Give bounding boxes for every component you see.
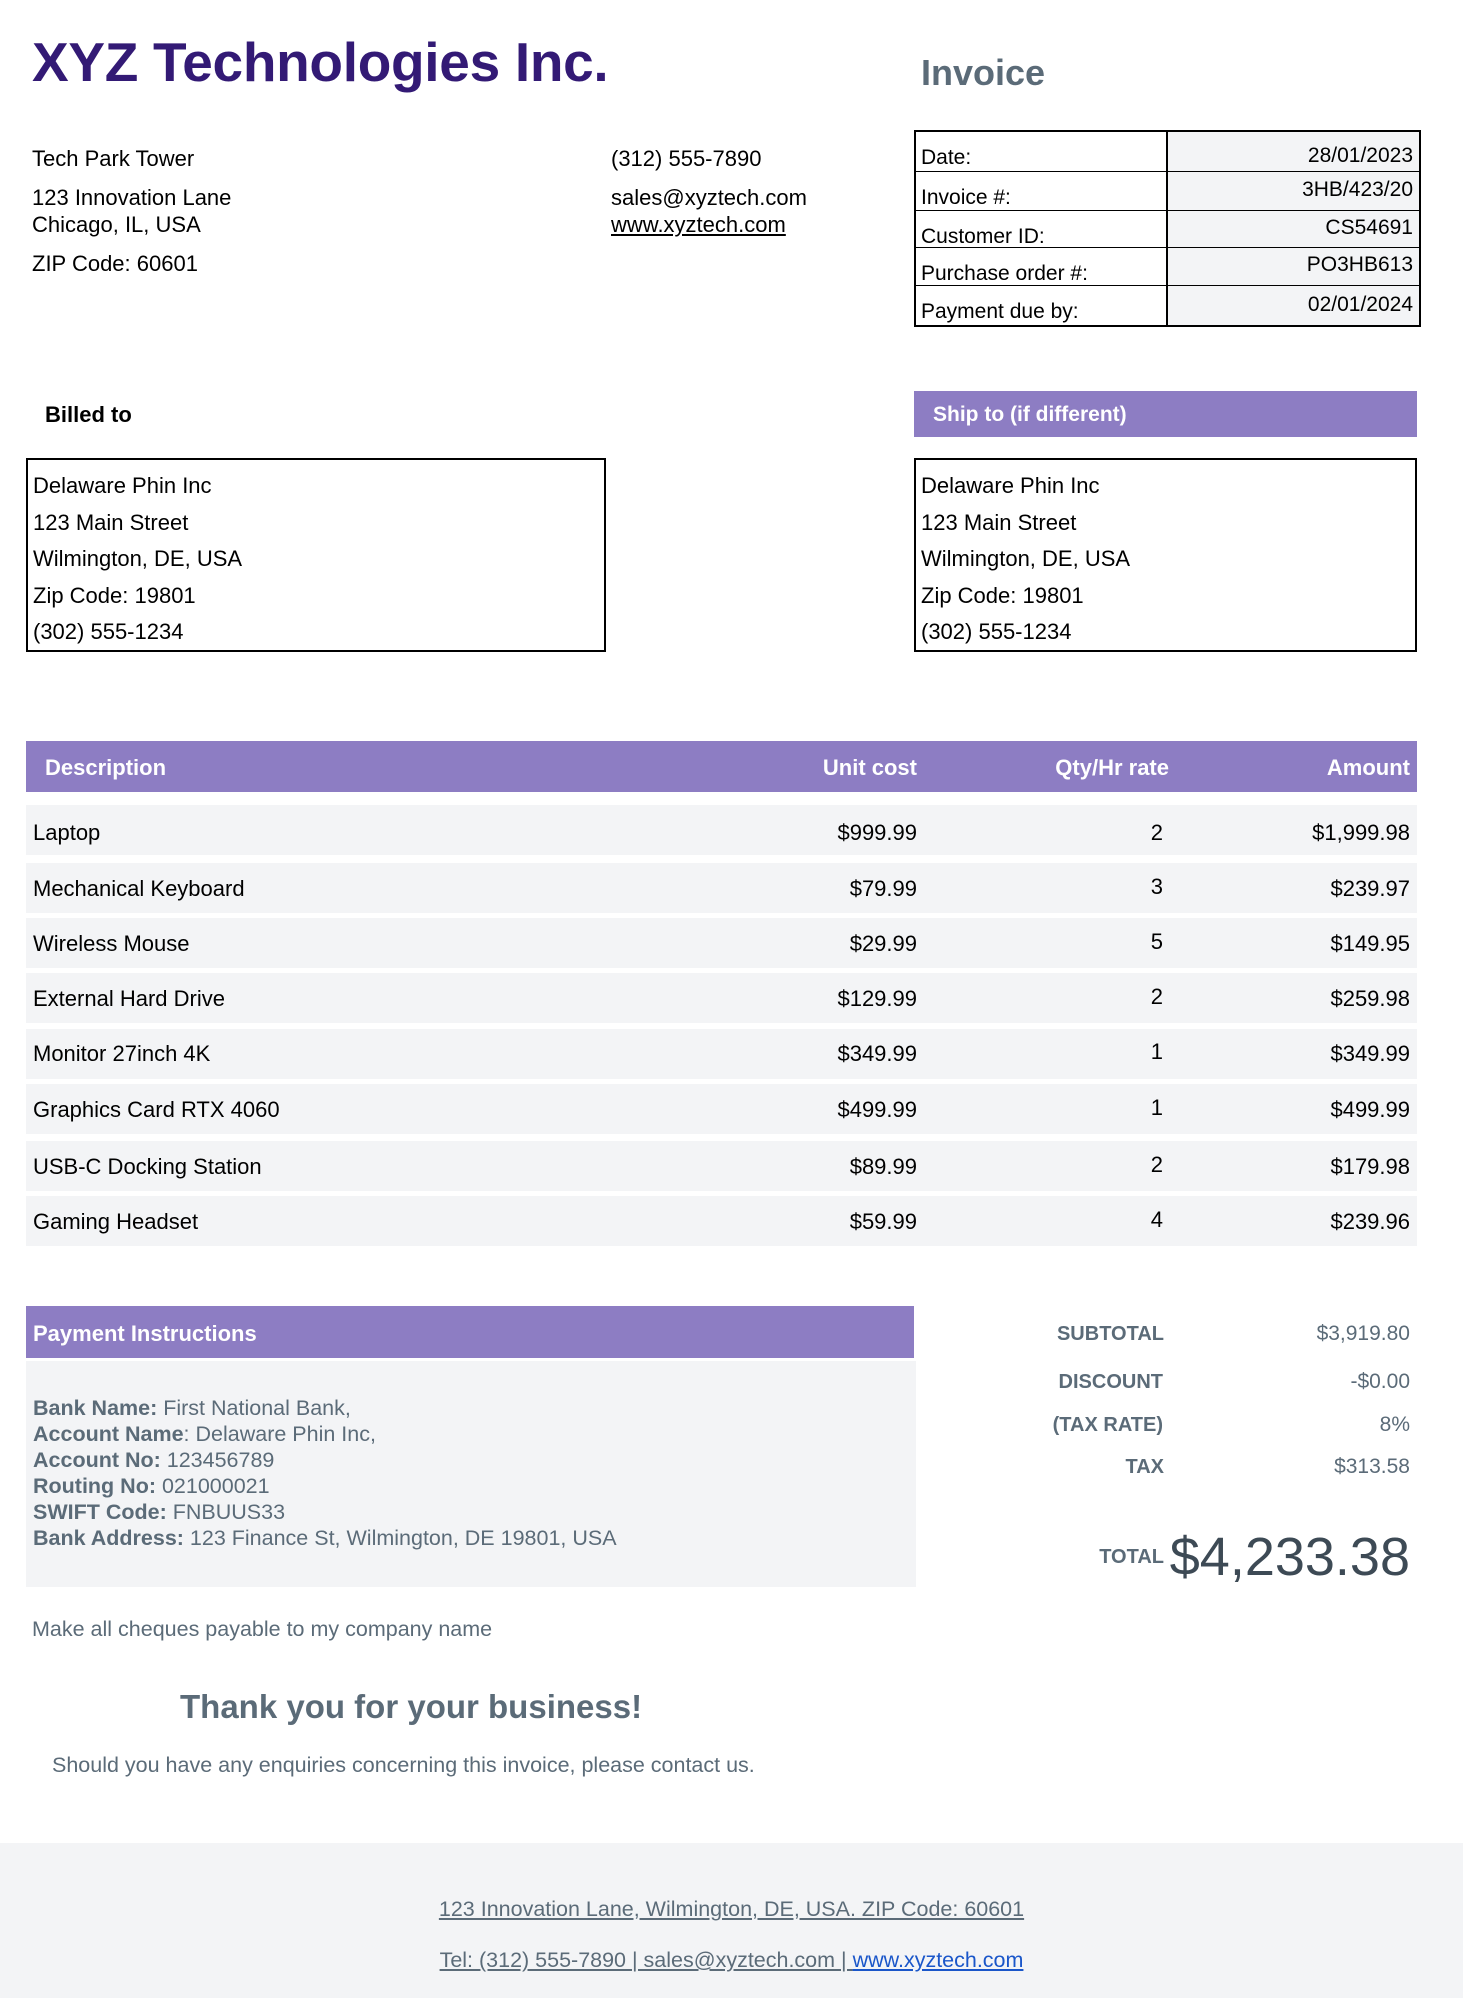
- company-address-line: 123 Innovation Lane: [32, 185, 232, 210]
- item-unit-cost: $79.99: [849, 876, 917, 901]
- billed-to-line: 123 Main Street: [33, 509, 189, 535]
- item-unit-cost: $59.99: [849, 1209, 917, 1234]
- table-row: [26, 973, 1417, 1023]
- billed-to-label: Billed to: [45, 402, 132, 427]
- billed-to-line: Zip Code: 19801: [33, 582, 196, 608]
- payment-line: [33, 1395, 916, 1421]
- tax-label: TAX: [1125, 1456, 1164, 1478]
- item-qty: 3: [1150, 874, 1163, 899]
- item-description: Laptop: [33, 820, 101, 845]
- items-table-header: [26, 741, 1417, 792]
- enquiries-message: Should you have any enquiries concerning this invoice, please contact us.: [52, 1753, 755, 1777]
- item-qty: 4: [1150, 1207, 1163, 1232]
- item-amount: $149.95: [1330, 931, 1410, 956]
- item-description: Gaming Headset: [33, 1209, 199, 1234]
- invoice-meta-table: [914, 130, 1421, 327]
- payment-line-label: Bank Name:: [33, 1396, 158, 1420]
- meta-label: Date:: [916, 132, 1168, 171]
- total-value: $4,233.38: [1169, 1527, 1410, 1587]
- meta-row-purchase-order: [916, 247, 1419, 285]
- footer-contact-text[interactable]: Tel: (312) 555-7890 | sales@xyztech.com |: [439, 1948, 853, 1972]
- payment-line: [33, 1499, 916, 1525]
- item-description: Graphics Card RTX 4060: [33, 1097, 280, 1122]
- meta-value: CS54691: [1168, 211, 1419, 247]
- tax-rate-value: 8%: [1379, 1413, 1410, 1436]
- meta-label: Payment due by:: [916, 286, 1168, 325]
- meta-row-invoice-number: [916, 171, 1419, 210]
- company-website-link[interactable]: www.xyztech.com: [611, 212, 786, 237]
- item-qty: 1: [1150, 1095, 1163, 1120]
- meta-row-payment-due: [916, 285, 1419, 325]
- item-amount: $349.99: [1330, 1041, 1410, 1066]
- meta-label: Customer ID:: [916, 211, 1168, 247]
- discount-label: DISCOUNT: [1058, 1371, 1163, 1393]
- table-row: [26, 1029, 1417, 1079]
- subtotal-label: SUBTOTAL: [1056, 1323, 1164, 1345]
- payment-line-label: Account No:: [33, 1448, 161, 1472]
- footer-address-link[interactable]: 123 Innovation Lane, Wilmington, DE, USA. ZIP Code: 60601: [438, 1897, 1025, 1921]
- tax-rate-label: (TAX RATE): [1052, 1414, 1163, 1436]
- footer: [0, 1843, 1463, 1998]
- ship-to-line: (302) 555-1234: [921, 619, 1072, 644]
- item-amount: $179.98: [1330, 1154, 1410, 1179]
- company-address-line: Chicago, IL, USA: [32, 212, 201, 237]
- item-amount: $259.98: [1330, 986, 1410, 1011]
- meta-value: 28/01/2023: [1168, 132, 1419, 171]
- ship-to-line: Wilmington, DE, USA: [921, 546, 1131, 571]
- item-amount: $1,999.98: [1312, 820, 1410, 845]
- table-row: [26, 1196, 1417, 1246]
- item-description: Wireless Mouse: [33, 931, 190, 956]
- header-qty: Qty/Hr rate: [1055, 755, 1169, 780]
- item-unit-cost: $499.99: [837, 1097, 917, 1122]
- company-email[interactable]: sales@xyztech.com: [611, 185, 807, 210]
- discount-value: -$0.00: [1350, 1370, 1410, 1393]
- payment-line-value: FNBUUS33: [166, 1500, 286, 1524]
- header-amount: Amount: [1326, 755, 1410, 780]
- billed-to-box: [26, 458, 606, 652]
- payment-instructions-body: [26, 1361, 916, 1587]
- payment-line-value: 123 Finance St, Wilmington, DE 19801, USA: [183, 1526, 617, 1550]
- item-qty: 2: [1150, 984, 1163, 1009]
- company-phone: (312) 555-7890: [611, 146, 762, 171]
- payment-instructions-header: Payment Instructions: [26, 1306, 914, 1358]
- tax-value: $313.58: [1334, 1455, 1410, 1478]
- payment-line-label: SWIFT Code:: [33, 1500, 167, 1524]
- meta-value: 3HB/423/20: [1168, 172, 1419, 210]
- item-description: Monitor 27inch 4K: [33, 1041, 211, 1066]
- item-amount: $239.96: [1330, 1209, 1410, 1234]
- item-unit-cost: $349.99: [837, 1041, 917, 1066]
- meta-label: Purchase order #:: [916, 248, 1168, 285]
- payment-line-value: 021000021: [156, 1474, 270, 1498]
- header-description: Description: [45, 755, 167, 780]
- billed-to-line: Delaware Phin Inc: [33, 473, 212, 498]
- item-qty: 2: [1150, 820, 1163, 845]
- item-qty: 5: [1150, 929, 1163, 954]
- payment-line-label: Routing No:: [33, 1474, 156, 1498]
- item-description: Mechanical Keyboard: [33, 876, 245, 901]
- payment-line-label: Account Name: [33, 1422, 184, 1446]
- table-row: [26, 805, 1417, 855]
- meta-value: PO3HB613: [1168, 248, 1419, 285]
- item-unit-cost: $129.99: [837, 986, 917, 1011]
- payment-line: [33, 1473, 916, 1499]
- item-amount: $239.97: [1330, 876, 1410, 901]
- total-label: TOTAL: [1099, 1546, 1164, 1568]
- item-description: External Hard Drive: [33, 986, 225, 1011]
- invoice-title: Invoice: [921, 52, 1046, 93]
- company-address-line: ZIP Code: 60601: [32, 251, 198, 276]
- table-row: [26, 1141, 1417, 1191]
- meta-row-customer-id: [916, 210, 1419, 247]
- item-unit-cost: $89.99: [849, 1154, 917, 1179]
- payment-line-label: Bank Address:: [33, 1526, 184, 1550]
- meta-row-date: [916, 132, 1419, 171]
- footer-contact: [0, 1948, 1463, 1973]
- payment-line: [33, 1447, 916, 1473]
- payment-line-value: 123456789: [160, 1448, 275, 1472]
- item-unit-cost: $999.99: [837, 820, 917, 845]
- footer-website-link[interactable]: www.xyztech.com: [852, 1948, 1024, 1972]
- ship-to-box: [914, 458, 1417, 652]
- item-qty: 2: [1150, 1152, 1163, 1177]
- table-row: [26, 1084, 1417, 1134]
- item-description: USB-C Docking Station: [33, 1154, 262, 1179]
- payment-line: [33, 1421, 916, 1447]
- billed-to-line: Wilmington, DE, USA: [33, 546, 243, 571]
- payment-line-value: First National Bank,: [157, 1396, 351, 1420]
- header-unit-cost: Unit cost: [822, 755, 917, 780]
- payment-line-value: : Delaware Phin Inc,: [183, 1422, 376, 1446]
- item-qty: 1: [1150, 1039, 1163, 1064]
- item-unit-cost: $29.99: [849, 931, 917, 956]
- table-row: [26, 918, 1417, 968]
- meta-label: Invoice #:: [916, 172, 1168, 210]
- company-address-line: Tech Park Tower: [32, 146, 195, 171]
- payment-line: [33, 1525, 916, 1551]
- ship-to-label: Ship to (if different): [914, 391, 1417, 437]
- table-row: [26, 863, 1417, 913]
- meta-value: 02/01/2024: [1168, 286, 1419, 325]
- subtotal-value: $3,919.80: [1316, 1322, 1410, 1345]
- ship-to-line: 123 Main Street: [921, 509, 1077, 535]
- cheque-note: Make all cheques payable to my company name: [32, 1617, 493, 1641]
- ship-to-line: Delaware Phin Inc: [921, 473, 1100, 498]
- company-name: XYZ Technologies Inc.: [32, 31, 609, 93]
- billed-to-line: (302) 555-1234: [33, 619, 184, 644]
- ship-to-line: Zip Code: 19801: [921, 582, 1084, 608]
- item-amount: $499.99: [1330, 1097, 1410, 1122]
- thank-you-message: Thank you for your business!: [180, 1688, 643, 1725]
